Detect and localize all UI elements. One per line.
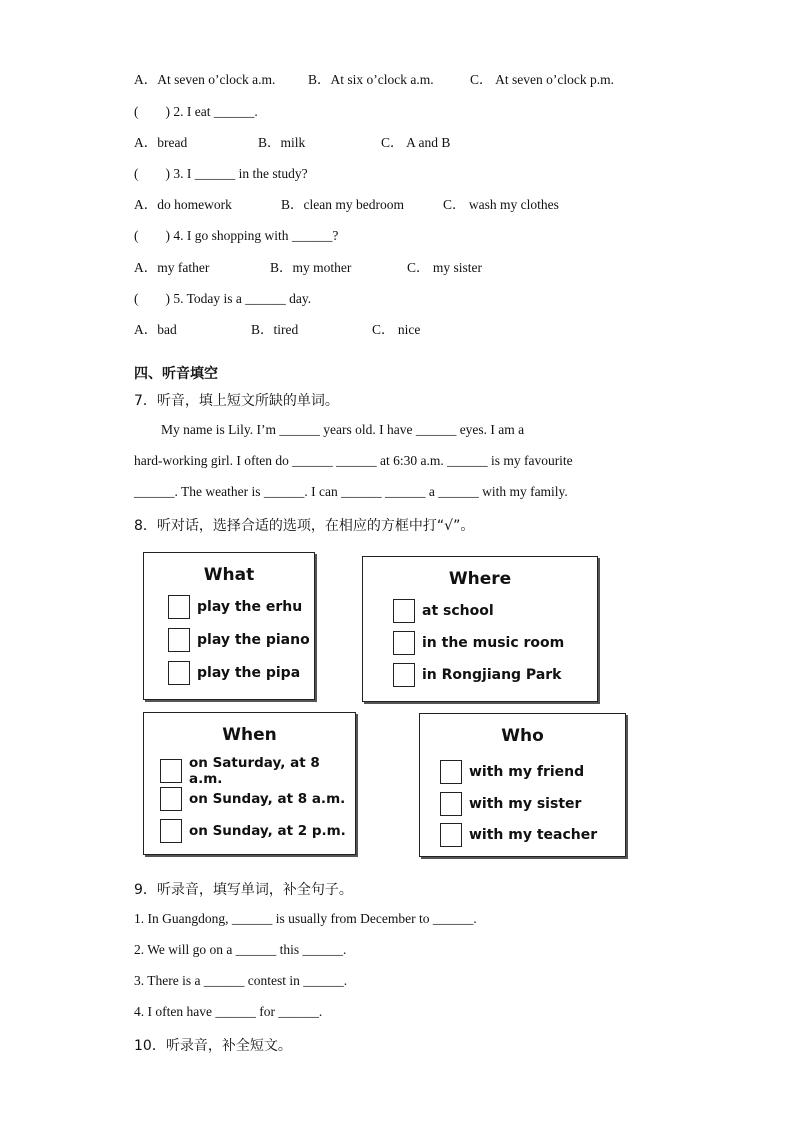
who-option-3[interactable]: [440, 823, 597, 847]
option-label: in the music room: [422, 635, 565, 651]
q3-stem: ( ) 3. I ______ in the study?: [134, 166, 308, 181]
when-card-title: When: [222, 725, 277, 745]
q8-instruction: 8．听对话，选择合适的选项，在相应的方框中打“√”。: [134, 518, 475, 534]
option-label: at school: [422, 603, 494, 619]
checkbox[interactable]: [393, 663, 415, 687]
q9-sentence-1: 1. In Guangdong, ______ is usually from December to ______.: [134, 911, 477, 926]
q9-sentence-4: 4. I often have ______ for ______.: [134, 1004, 323, 1019]
checkbox[interactable]: [160, 759, 182, 783]
who-card: [419, 713, 626, 857]
where-option-2[interactable]: [393, 631, 564, 655]
checkbox[interactable]: [393, 631, 415, 655]
where-card: [362, 556, 598, 702]
option-label: on Sunday, at 2 p.m.: [189, 823, 346, 839]
q7-text-line3: ______. The weather is ______. I can ______ ______ a ______ with my family.: [134, 484, 568, 499]
q10-instruction: 10．听录音，补全短文。: [134, 1038, 292, 1054]
what-card: [143, 552, 315, 700]
option-label: play the pipa: [197, 665, 301, 681]
option-label: with my friend: [469, 764, 585, 780]
q7-text-line2: hard-working girl. I often do ______ ______ at 6:30 a.m. ______ is my favourite: [134, 453, 573, 468]
q5-option-a: A．bad: [134, 322, 177, 337]
checkbox[interactable]: [160, 819, 182, 843]
what-option-2[interactable]: [168, 628, 310, 652]
q5-option-b: B．tired: [251, 322, 299, 337]
q4-option-c: C． my sister: [407, 260, 483, 275]
option-label: on Saturday, at 8 a.m.: [189, 755, 320, 787]
q5-option-c: C． nice: [372, 322, 421, 337]
checkbox[interactable]: [393, 599, 415, 623]
q4-stem: ( ) 4. I go shopping with ______?: [134, 228, 339, 243]
q9-sentence-3: 3. There is a ______ contest in ______.: [134, 973, 348, 988]
where-option-1[interactable]: [393, 599, 494, 623]
what-card-title: What: [203, 565, 255, 585]
q9-sentence-2: 2. We will go on a ______ this ______.: [134, 942, 347, 957]
where-option-3[interactable]: [393, 663, 561, 687]
q3-option-c: C． wash my clothes: [443, 197, 559, 212]
checkbox[interactable]: [440, 792, 462, 816]
what-option-1[interactable]: [168, 595, 302, 619]
q5-stem: ( ) 5. Today is a ______ day.: [134, 291, 312, 306]
q1-option-a: A．At seven o’clock a.m.: [134, 72, 276, 87]
q2-option-a: A．bread: [134, 135, 188, 150]
option-label: with my sister: [469, 796, 582, 812]
q2-stem: ( ) 2. I eat ______.: [134, 104, 258, 119]
section4-title: 四、听音填空: [134, 366, 218, 382]
q4-option-b: B．my mother: [270, 260, 352, 275]
checkbox[interactable]: [440, 760, 462, 784]
q2-option-c: C． A and B: [381, 135, 451, 150]
option-label: play the erhu: [197, 599, 303, 615]
q1-option-c: C． At seven o’clock p.m.: [470, 72, 614, 87]
option-label: on Sunday, at 8 a.m.: [189, 791, 346, 807]
when-option-2[interactable]: [160, 787, 345, 811]
what-option-3[interactable]: [168, 661, 300, 685]
q3-option-b: B．clean my bedroom: [281, 197, 404, 212]
q2-option-b: B．milk: [258, 135, 306, 150]
checkbox[interactable]: [168, 628, 190, 652]
q4-option-a: A．my father: [134, 260, 210, 275]
option-label: play the piano: [197, 632, 310, 648]
checkbox[interactable]: [168, 661, 190, 685]
checkbox[interactable]: [440, 823, 462, 847]
when-option-1[interactable]: [160, 755, 355, 787]
q7-text-line1: My name is Lily. I’m ______ years old. I have ______ eyes. I am a: [161, 422, 525, 437]
who-card-title: Who: [501, 726, 544, 746]
checkbox[interactable]: [168, 595, 190, 619]
q3-option-a: A．do homework: [134, 197, 232, 212]
option-label: in Rongjiang Park: [422, 667, 562, 683]
when-option-3[interactable]: [160, 819, 346, 843]
checkbox[interactable]: [160, 787, 182, 811]
who-option-1[interactable]: [440, 760, 584, 784]
who-option-2[interactable]: [440, 792, 581, 816]
q1-option-b: B．At six o’clock a.m.: [308, 72, 434, 87]
where-card-title: Where: [448, 569, 512, 589]
q7-instruction: 7．听音，填上短文所缺的单词。: [134, 393, 339, 409]
option-label: with my teacher: [469, 827, 598, 843]
when-card: [143, 712, 356, 855]
q9-instruction: 9．听录音，填写单词，补全句子。: [134, 882, 353, 898]
